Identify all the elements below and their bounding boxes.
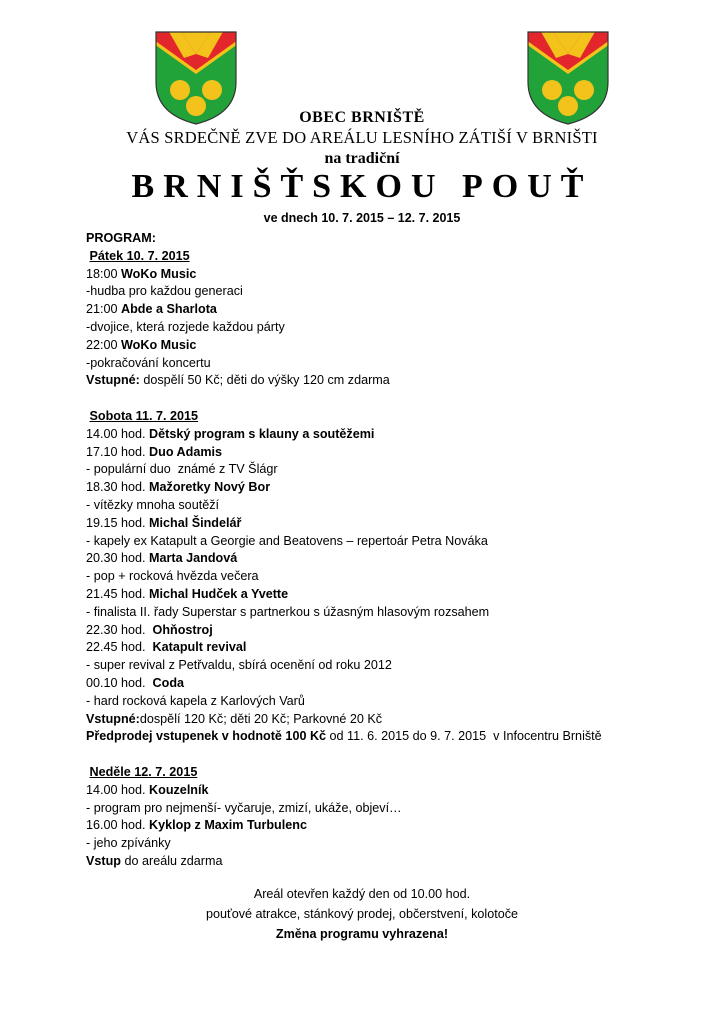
program-time: 17.10 hod.	[86, 444, 150, 459]
program-time: 22.45 hod.	[86, 640, 153, 655]
performer-name: Marta Jandová	[149, 551, 238, 566]
invitation-line: VÁS SRDEČNĚ ZVE DO AREÁLU LESNÍHO ZÁTIŠÍ V BRNIŠTI	[126, 128, 598, 147]
program-item	[86, 266, 706, 284]
entry-fee-sunday: Vstup do areálu zdarma	[86, 853, 223, 868]
program-item	[86, 817, 706, 835]
program-item	[86, 444, 706, 462]
program-time: 18:00	[86, 266, 122, 281]
program-time: 16.00 hod.	[86, 818, 150, 833]
performer-name: Ohňostroj	[152, 622, 213, 637]
program-item	[86, 301, 706, 319]
program-item	[86, 586, 706, 604]
sunday-items	[86, 782, 706, 853]
program-description: - hard rocková kapela z Karlových Varů	[86, 693, 305, 708]
program-time: 21.45 hod.	[86, 586, 150, 601]
program-time: 14.00 hod.	[86, 782, 150, 797]
program-item	[86, 515, 706, 533]
program-description: - populární duo známé z TV Šlágr	[86, 462, 278, 477]
performer-name: Kouzelník	[149, 782, 209, 797]
program-description: - program pro nejmenší- vyčaruje, zmizí, ukáže, objeví…	[86, 800, 402, 815]
program-description: - super revival z Petřvaldu, sbírá ocenění od roku 2012	[86, 658, 392, 673]
program-item	[86, 479, 706, 497]
program-description: -pokračování koncertu	[86, 355, 211, 370]
performer-name: Mažoretky Nový Bor	[149, 480, 271, 495]
performer-name: Michal Šindelář	[149, 515, 242, 530]
performer-name: Kyklop z Maxim Turbulenc	[149, 818, 307, 833]
program-description: -hudba pro každou generaci	[86, 284, 243, 299]
program-description: -dvojice, která rozjede každou párty	[86, 319, 285, 334]
program-time: 22:00	[86, 337, 122, 352]
program-time: 00.10 hod.	[86, 675, 153, 690]
saturday-items	[86, 426, 706, 711]
friday-items	[86, 266, 706, 373]
program-time: 14.00 hod.	[86, 426, 150, 441]
program-item	[86, 675, 706, 693]
presale-info: Předprodej vstupenek v hodnotě 100 Kč od 11. 6. 2015 do 9. 7. 2015 v Infocentru Brniště	[86, 729, 602, 744]
program-description: - jeho zpívánky	[86, 836, 171, 851]
program-description: - kapely ex Katapult a Georgie and Beatovens – repertoár Petra Nováka	[86, 533, 488, 548]
municipality-name: OBEC BRNIŠTĚ	[299, 109, 425, 126]
attractions: pouťové atrakce, stánkový prodej, občerstvení, kolotoče	[205, 907, 519, 921]
program-time: 18.30 hod.	[86, 480, 150, 495]
program-description: - vítězky mnoha soutěží	[86, 497, 219, 512]
program-time: 21:00	[86, 302, 122, 317]
entry-fee-friday: Vstupné: dospělí 50 Kč; děti do výšky 120 cm zdarma	[86, 373, 390, 388]
program-item	[86, 337, 706, 355]
performer-name: WoKo Music	[121, 266, 197, 281]
program-time: 20.30 hod.	[86, 551, 150, 566]
program-change-note: Změna programu vyhrazena!	[275, 927, 449, 941]
program-description: - finalista II. řady Superstar s partnerkou s úžasným hlasovým rozsahem	[86, 604, 490, 619]
performer-name: Abde a Sharlota	[121, 302, 217, 317]
program-item	[86, 622, 706, 640]
entry-fee-saturday: Vstupné:dospělí 120 Kč; děti 20 Kč; Parkovné 20 Kč	[86, 711, 383, 726]
event-title: BRNIŠŤSKOU POUŤ	[131, 168, 593, 205]
opening-hours: Areál otevřen každý den od 10.00 hod.	[253, 887, 471, 901]
performer-name: WoKo Music	[121, 337, 197, 352]
performer-name: Duo Adamis	[149, 444, 223, 459]
program-time: 19.15 hod.	[86, 515, 150, 530]
performer-name: Katapult revival	[152, 640, 247, 655]
program-item	[86, 639, 706, 657]
performer-name: Dětský program s klauny a soutěžemi	[149, 426, 375, 441]
program-item	[86, 782, 706, 800]
event-dates: ve dnech 10. 7. 2015 – 12. 7. 2015	[263, 211, 461, 225]
program-item	[86, 550, 706, 568]
traditional-label: na tradiční	[324, 150, 400, 167]
footer	[0, 884, 724, 944]
day-heading-friday: Pátek 10. 7. 2015	[89, 248, 190, 263]
day-heading-sunday: Neděle 12. 7. 2015	[89, 764, 198, 779]
program-description: - pop + rocková hvězda večera	[86, 569, 259, 584]
program-item	[86, 426, 706, 444]
program-time: 22.30 hod.	[86, 622, 153, 637]
day-heading-saturday: Sobota 11. 7. 2015	[89, 408, 199, 423]
program	[86, 230, 706, 871]
performer-name: Michal Hudček a Yvette	[149, 586, 289, 601]
performer-name: Coda	[152, 675, 185, 690]
program-heading: PROGRAM:	[86, 231, 156, 245]
